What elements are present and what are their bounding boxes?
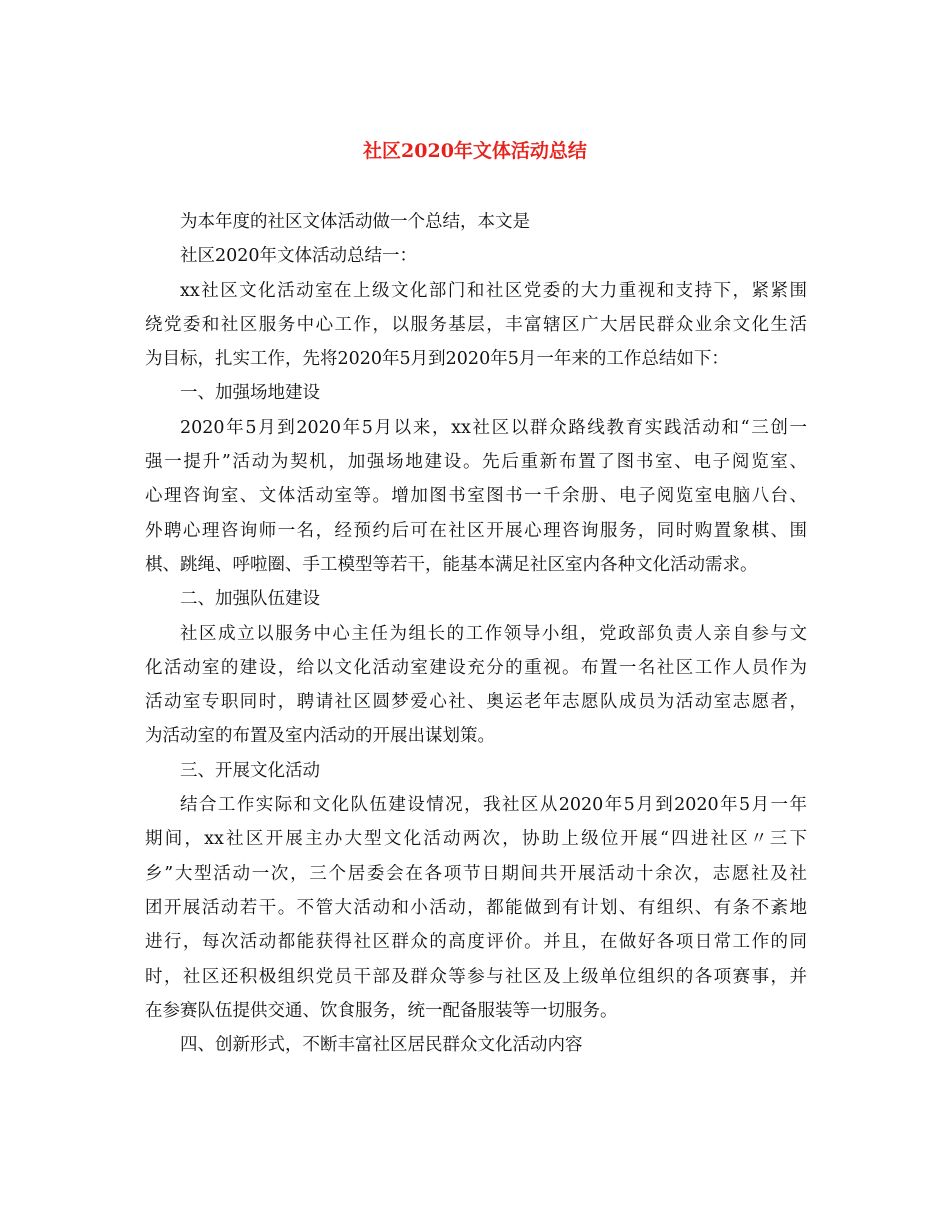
paragraph-line: 绕党委和社区服务中心工作，以服务基层，丰富辖区广大居民群众业余文化生活 bbox=[145, 314, 807, 335]
paragraph-line: 为本年度的社区文体活动做一个总结，本文是 bbox=[180, 212, 530, 232]
paragraph-line: 心理咨询室、文体活动室等。增加图书室图书一千余册、电子阅览室电脑八台、 bbox=[145, 486, 807, 507]
paragraph bbox=[145, 1028, 807, 1062]
paragraph bbox=[145, 754, 807, 788]
paragraph-line: 强一提升”活动为契机，加强场地建设。先后重新布置了图书室、电子阅览室、 bbox=[145, 452, 807, 473]
paragraph bbox=[145, 582, 807, 616]
paragraph-line: 化活动室的建设，给以文化活动室建设充分的重视。布置一名社区工作人员作为 bbox=[145, 657, 807, 678]
paragraph-line: 外聘心理咨询师一名，经预约后可在社区开展心理咨询服务，同时购置象棋、围 bbox=[145, 520, 807, 541]
paragraph-line: 活动室专职同时，聘请社区圆梦爱心社、奥运老年志愿队成员为活动室志愿者， bbox=[145, 692, 807, 713]
paragraph-line: 三、开展文化活动 bbox=[180, 760, 320, 781]
paragraph-line: 在参赛队伍提供交通、饮食服务，统一配备服装等一切服务。 bbox=[145, 1000, 618, 1021]
paragraph-line: 社区2020年文体活动总结一： bbox=[180, 246, 418, 267]
paragraph bbox=[145, 411, 807, 582]
paragraph bbox=[145, 239, 807, 273]
paragraph-line: 二、加强队伍建设 bbox=[180, 589, 320, 610]
paragraph-line: 四、创新形式，不断丰富社区居民群众文化活动内容 bbox=[180, 1035, 583, 1056]
paragraph-line: xx社区文化活动室在上级文化部门和社区党委的大力重视和支持下，紧紧围 bbox=[180, 280, 807, 301]
paragraph bbox=[145, 376, 807, 410]
paragraph-line: 期间，xx社区开展主办大型文化活动两次，协助上级位开展“四进社区〃三下 bbox=[145, 829, 807, 850]
paragraph-line: 结合工作实际和文化队伍建设情况，我社区从2020年5月到2020年5月一年 bbox=[180, 795, 807, 816]
paragraph-line: 棋、跳绳、呼啦圈、手工模型等若干，能基本满足社区室内各种文化活动需求。 bbox=[145, 554, 758, 575]
document-title: 社区2020年文体活动总结 bbox=[363, 140, 587, 162]
paragraph-line: 时，社区还积极组织党员干部及群众等参与社区及上级单位组织的各项赛事，并 bbox=[145, 966, 807, 987]
paragraph bbox=[145, 274, 807, 377]
paragraph-line: 团开展活动若干。不管大活动和小活动，都能做到有计划、有组织、有条不紊地 bbox=[145, 897, 807, 918]
paragraph-line: 社区成立以服务中心主任为组长的工作领导小组，党政部负责人亲自参与文 bbox=[180, 623, 807, 644]
paragraph-line: 为活动室的布置及室内活动的开展出谋划策。 bbox=[145, 726, 495, 747]
paragraph-line: 为目标，扎实工作，先将2020年5月到2020年5月一年来的工作总结如下： bbox=[145, 349, 729, 370]
paragraph bbox=[145, 788, 807, 1028]
paragraph-line: 进行，每次活动都能获得社区群众的高度评价。并且，在做好各项日常工作的同 bbox=[145, 932, 807, 953]
paragraph bbox=[145, 617, 807, 754]
paragraph-line: 乡”大型活动一次，三个居委会在各项节日期间共开展活动十余次，志愿社及社 bbox=[145, 863, 807, 884]
paragraph-line: 2020年5月到2020年5月以来，xx社区以群众路线教育实践活动和“三创一 bbox=[180, 417, 807, 438]
paragraph bbox=[145, 205, 807, 239]
paragraph-line: 一、加强场地建设 bbox=[180, 383, 320, 404]
document-body bbox=[145, 205, 807, 1062]
